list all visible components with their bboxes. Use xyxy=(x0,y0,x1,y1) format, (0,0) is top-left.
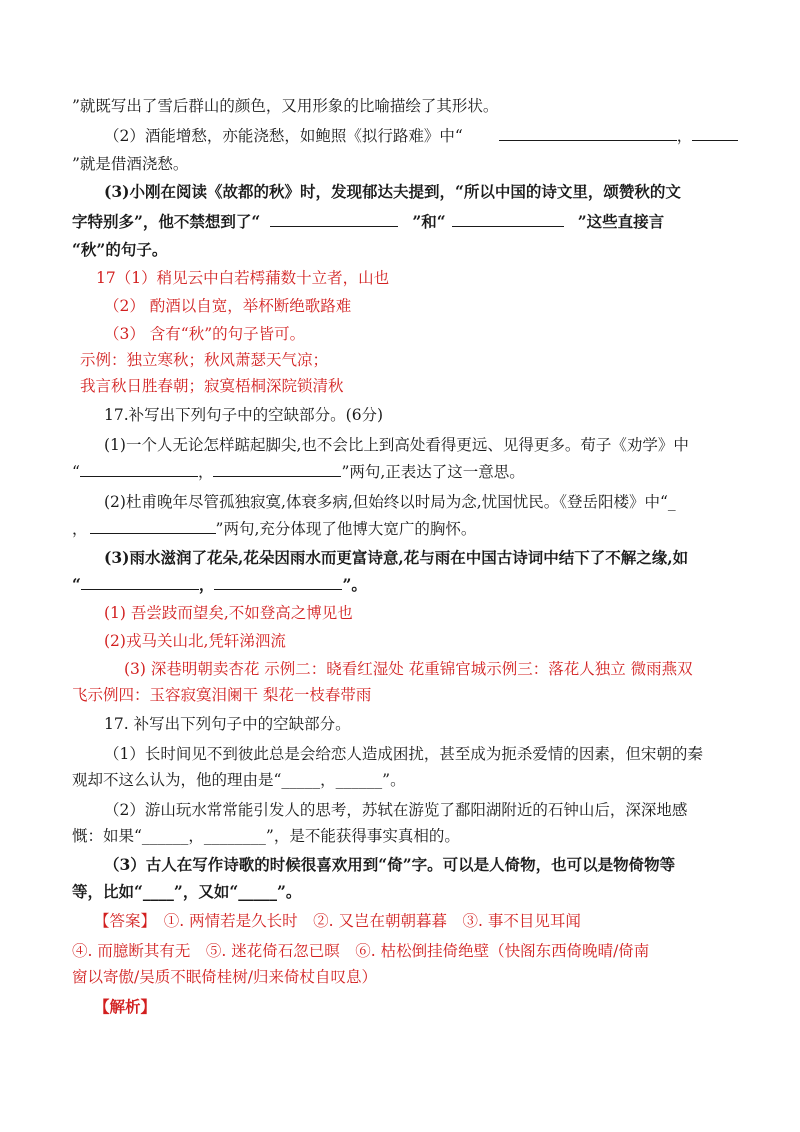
question-text: “ ， ”两句,正表达了这一意思。 xyxy=(72,463,525,481)
answer-blank xyxy=(499,126,677,141)
answer-text: 飞示例四：玉容寂寞泪阑干 梨花一枝春带雨 xyxy=(72,686,372,704)
answer-blank xyxy=(90,519,216,534)
answer-text: (2)戎马关山北,凭轩涕泗流 xyxy=(104,632,286,650)
question-text: （2）酒能增愁，亦能浇愁，如鲍照《拟行路难》中“ ， xyxy=(104,125,738,147)
question-text: 观却不这么认为，他的理由是“_____，______”。 xyxy=(72,771,406,789)
answer-blank xyxy=(80,462,198,477)
answer-text: （3） 含有“秋”的句子皆可。 xyxy=(104,325,306,343)
question-text: ”就既写出了雪后群山的颜色，又用形象的比喻描绘了其形状。 xyxy=(72,97,499,115)
question-text: ”就是借酒浇愁。 xyxy=(72,155,189,173)
question-text: （3）古人在写作诗歌的时候很喜欢用到“倚”字。可以是人倚物，也可以是物倚物等 xyxy=(104,855,676,874)
analysis-label: 【解析】 xyxy=(94,997,157,1016)
answer-text: ④. 而臆断其有无 ⑤. 迷花倚石忽已暝 ⑥. 枯松倒挂倚绝壁（快阁东西倚晚晴/倚南 xyxy=(72,942,650,960)
question-text: 等，比如“____”，又如“_____”。 xyxy=(72,882,302,901)
question-text: (2)杜甫晚年尽管孤独寂寞,体衰多病,但始终以时局为念,忧国忧民。《登岳阳楼》中“_ xyxy=(104,493,676,511)
answer-text: 【答案】 ①. 两情若是久长时 ②. 又岂在朝朝暮暮 ③. 事不目见耳闻 xyxy=(94,912,581,930)
answer-blank xyxy=(452,212,564,227)
question-text: ， ”两句,充分体现了他博大宽广的胸怀。 xyxy=(72,520,477,538)
answer-blank xyxy=(214,575,342,590)
question-text: “ ， ”。 xyxy=(72,575,367,594)
answer-blank xyxy=(692,126,738,141)
question-text: (3)小刚在阅读《故都的秋》时，发现郁达夫提到，“所以中国的诗文里，颂赞秋的文 xyxy=(104,182,681,201)
question-title: 17. 补写出下列句子中的空缺部分。 xyxy=(104,715,351,733)
question-text: （1）长时间见不到彼此总是会给恋人造成困扰，甚至成为扼杀爱情的因素，但宋朝的秦 xyxy=(104,745,703,763)
question-text: (1)一个人无论怎样踮起脚尖,也不会比上到高处看得更远、见得更多。荀子《劝学》中 xyxy=(104,436,689,454)
answer-text: 17（1）稍见云中白若樗蒱数十立者，山也 xyxy=(96,269,390,287)
answer-text: 窗以寄傲/吴质不眠倚桂树/归来倚杖自叹息） xyxy=(72,968,377,986)
question-text: 字特别多”，他不禁想到了“ ”和“ ”这些直接言 xyxy=(72,212,665,231)
question-title: 17.补写出下列句子中的空缺部分。(6分) xyxy=(104,406,384,424)
answer-text: （2） 酌酒以自宽，举杯断绝歌路难 xyxy=(104,297,352,315)
answer-text: (1) 吾尝跂而望矣,不如登高之博见也 xyxy=(104,604,353,622)
answer-blank xyxy=(81,575,199,590)
question-text: （2）游山玩水常常能引发人的思考，苏轼在游览了鄱阳湖附近的石钟山后，深深地感 xyxy=(104,801,688,819)
answer-blank xyxy=(213,462,341,477)
question-text: 慨：如果“______，________”，是不能获得事实真相的。 xyxy=(72,827,460,845)
question-text: “秋”的句子。 xyxy=(72,240,168,259)
answer-text: 我言秋日胜春朝；寂寞梧桐深院锁清秋 xyxy=(80,377,344,395)
answer-text: 示例：独立寒秋；秋风萧瑟天气凉； xyxy=(80,351,329,369)
question-text: (3)雨水滋润了花朵,花朵因雨水而更富诗意,花与雨在中国古诗词中结下了不解之缘,如 xyxy=(104,548,689,567)
answer-blank xyxy=(270,212,398,227)
answer-text: (3) 深巷明朝卖杏花 示例二：晓看红湿处 花重锦官城示例三：落花人独立 微雨燕双 xyxy=(124,660,693,678)
